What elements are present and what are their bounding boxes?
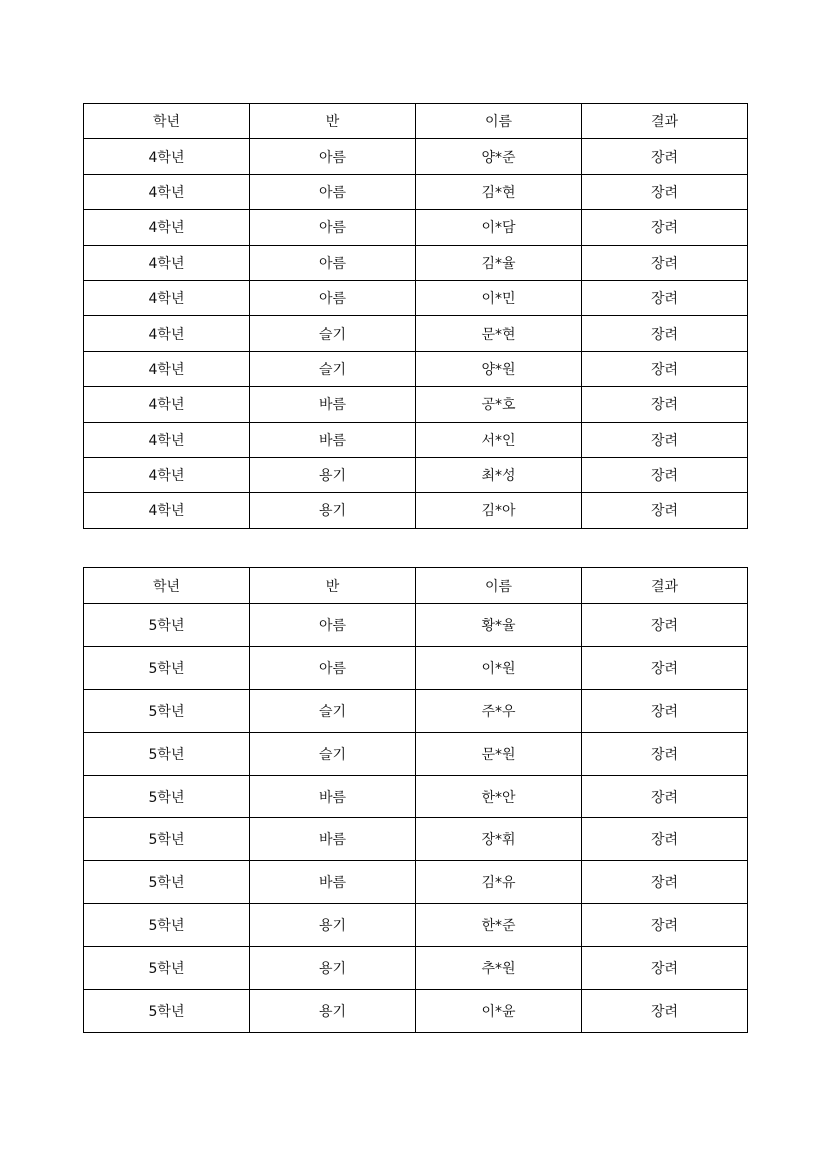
- cell-name: 양*원: [416, 351, 582, 386]
- table-row: [84, 775, 748, 818]
- table-row: [84, 904, 748, 947]
- cell-class: 바름: [250, 775, 416, 818]
- cell-name: 김*현: [416, 174, 582, 209]
- cell-class: 아름: [250, 174, 416, 209]
- cell-result: 장려: [582, 904, 748, 947]
- cell-grade: 4학년: [84, 351, 250, 386]
- cell-name: 주*우: [416, 689, 582, 732]
- cell-grade: 5학년: [84, 990, 250, 1033]
- header-grade: 학년: [84, 104, 250, 139]
- header-grade: 학년: [84, 568, 250, 604]
- cell-class: 바름: [250, 387, 416, 422]
- table-row: [84, 280, 748, 315]
- cell-name: 서*인: [416, 422, 582, 457]
- cell-result: 장려: [582, 990, 748, 1033]
- table-row: [84, 139, 748, 174]
- cell-class: 아름: [250, 604, 416, 647]
- table-row: [84, 174, 748, 209]
- table-row: [84, 210, 748, 245]
- table-row: [84, 861, 748, 904]
- cell-grade: 4학년: [84, 316, 250, 351]
- table-row: [84, 245, 748, 280]
- cell-grade: 4학년: [84, 245, 250, 280]
- table-row: [84, 646, 748, 689]
- cell-name: 김*율: [416, 245, 582, 280]
- cell-result: 장려: [582, 280, 748, 315]
- cell-grade: 5학년: [84, 861, 250, 904]
- cell-result: 장려: [582, 775, 748, 818]
- table-row: [84, 493, 748, 528]
- cell-class: 용기: [250, 947, 416, 990]
- cell-grade: 5학년: [84, 689, 250, 732]
- cell-class: 슬기: [250, 732, 416, 775]
- cell-name: 문*현: [416, 316, 582, 351]
- cell-grade: 5학년: [84, 775, 250, 818]
- cell-class: 슬기: [250, 316, 416, 351]
- cell-name: 한*안: [416, 775, 582, 818]
- cell-grade: 5학년: [84, 947, 250, 990]
- cell-grade: 4학년: [84, 387, 250, 422]
- table-row: [84, 732, 748, 775]
- grade4-results-table: [83, 103, 748, 529]
- table-row: [84, 422, 748, 457]
- cell-class: 슬기: [250, 351, 416, 386]
- cell-grade: 4학년: [84, 174, 250, 209]
- cell-name: 추*원: [416, 947, 582, 990]
- cell-name: 김*유: [416, 861, 582, 904]
- table-row: [84, 947, 748, 990]
- cell-result: 장려: [582, 689, 748, 732]
- cell-result: 장려: [582, 646, 748, 689]
- cell-grade: 5학년: [84, 818, 250, 861]
- header-class: 반: [250, 568, 416, 604]
- cell-result: 장려: [582, 818, 748, 861]
- cell-name: 황*율: [416, 604, 582, 647]
- table-row: [84, 387, 748, 422]
- cell-result: 장려: [582, 139, 748, 174]
- cell-class: 아름: [250, 646, 416, 689]
- cell-result: 장려: [582, 351, 748, 386]
- cell-result: 장려: [582, 422, 748, 457]
- header-name: 이름: [416, 568, 582, 604]
- header-result: 결과: [582, 568, 748, 604]
- cell-name: 이*담: [416, 210, 582, 245]
- cell-result: 장려: [582, 732, 748, 775]
- header-name: 이름: [416, 104, 582, 139]
- cell-name: 이*원: [416, 646, 582, 689]
- cell-grade: 4학년: [84, 210, 250, 245]
- cell-class: 바름: [250, 861, 416, 904]
- cell-result: 장려: [582, 947, 748, 990]
- cell-class: 용기: [250, 990, 416, 1033]
- cell-class: 아름: [250, 280, 416, 315]
- cell-class: 아름: [250, 210, 416, 245]
- cell-grade: 4학년: [84, 422, 250, 457]
- cell-result: 장려: [582, 387, 748, 422]
- cell-grade: 4학년: [84, 139, 250, 174]
- cell-grade: 4학년: [84, 280, 250, 315]
- cell-class: 아름: [250, 139, 416, 174]
- header-result: 결과: [582, 104, 748, 139]
- cell-result: 장려: [582, 457, 748, 492]
- cell-class: 바름: [250, 422, 416, 457]
- cell-grade: 5학년: [84, 904, 250, 947]
- table-row: [84, 351, 748, 386]
- grade5-results-table: [83, 567, 748, 1033]
- cell-class: 용기: [250, 904, 416, 947]
- cell-name: 최*성: [416, 457, 582, 492]
- header-class: 반: [250, 104, 416, 139]
- table-row: [84, 316, 748, 351]
- cell-result: 장려: [582, 174, 748, 209]
- cell-result: 장려: [582, 493, 748, 528]
- cell-grade: 5학년: [84, 646, 250, 689]
- cell-grade: 5학년: [84, 732, 250, 775]
- cell-name: 김*아: [416, 493, 582, 528]
- cell-class: 슬기: [250, 689, 416, 732]
- table-row: [84, 990, 748, 1033]
- table-row: [84, 689, 748, 732]
- cell-class: 바름: [250, 818, 416, 861]
- table-row: [84, 604, 748, 647]
- cell-name: 양*준: [416, 139, 582, 174]
- cell-class: 용기: [250, 493, 416, 528]
- table-row: [84, 457, 748, 492]
- cell-name: 장*휘: [416, 818, 582, 861]
- cell-name: 이*민: [416, 280, 582, 315]
- table-row: [84, 818, 748, 861]
- cell-name: 한*준: [416, 904, 582, 947]
- cell-name: 공*호: [416, 387, 582, 422]
- cell-result: 장려: [582, 604, 748, 647]
- cell-class: 용기: [250, 457, 416, 492]
- table-header-row: [84, 104, 748, 139]
- cell-result: 장려: [582, 210, 748, 245]
- cell-result: 장려: [582, 861, 748, 904]
- cell-grade: 5학년: [84, 604, 250, 647]
- cell-grade: 4학년: [84, 457, 250, 492]
- cell-result: 장려: [582, 245, 748, 280]
- cell-grade: 4학년: [84, 493, 250, 528]
- cell-name: 문*원: [416, 732, 582, 775]
- cell-class: 아름: [250, 245, 416, 280]
- table-header-row: [84, 568, 748, 604]
- cell-result: 장려: [582, 316, 748, 351]
- cell-name: 이*윤: [416, 990, 582, 1033]
